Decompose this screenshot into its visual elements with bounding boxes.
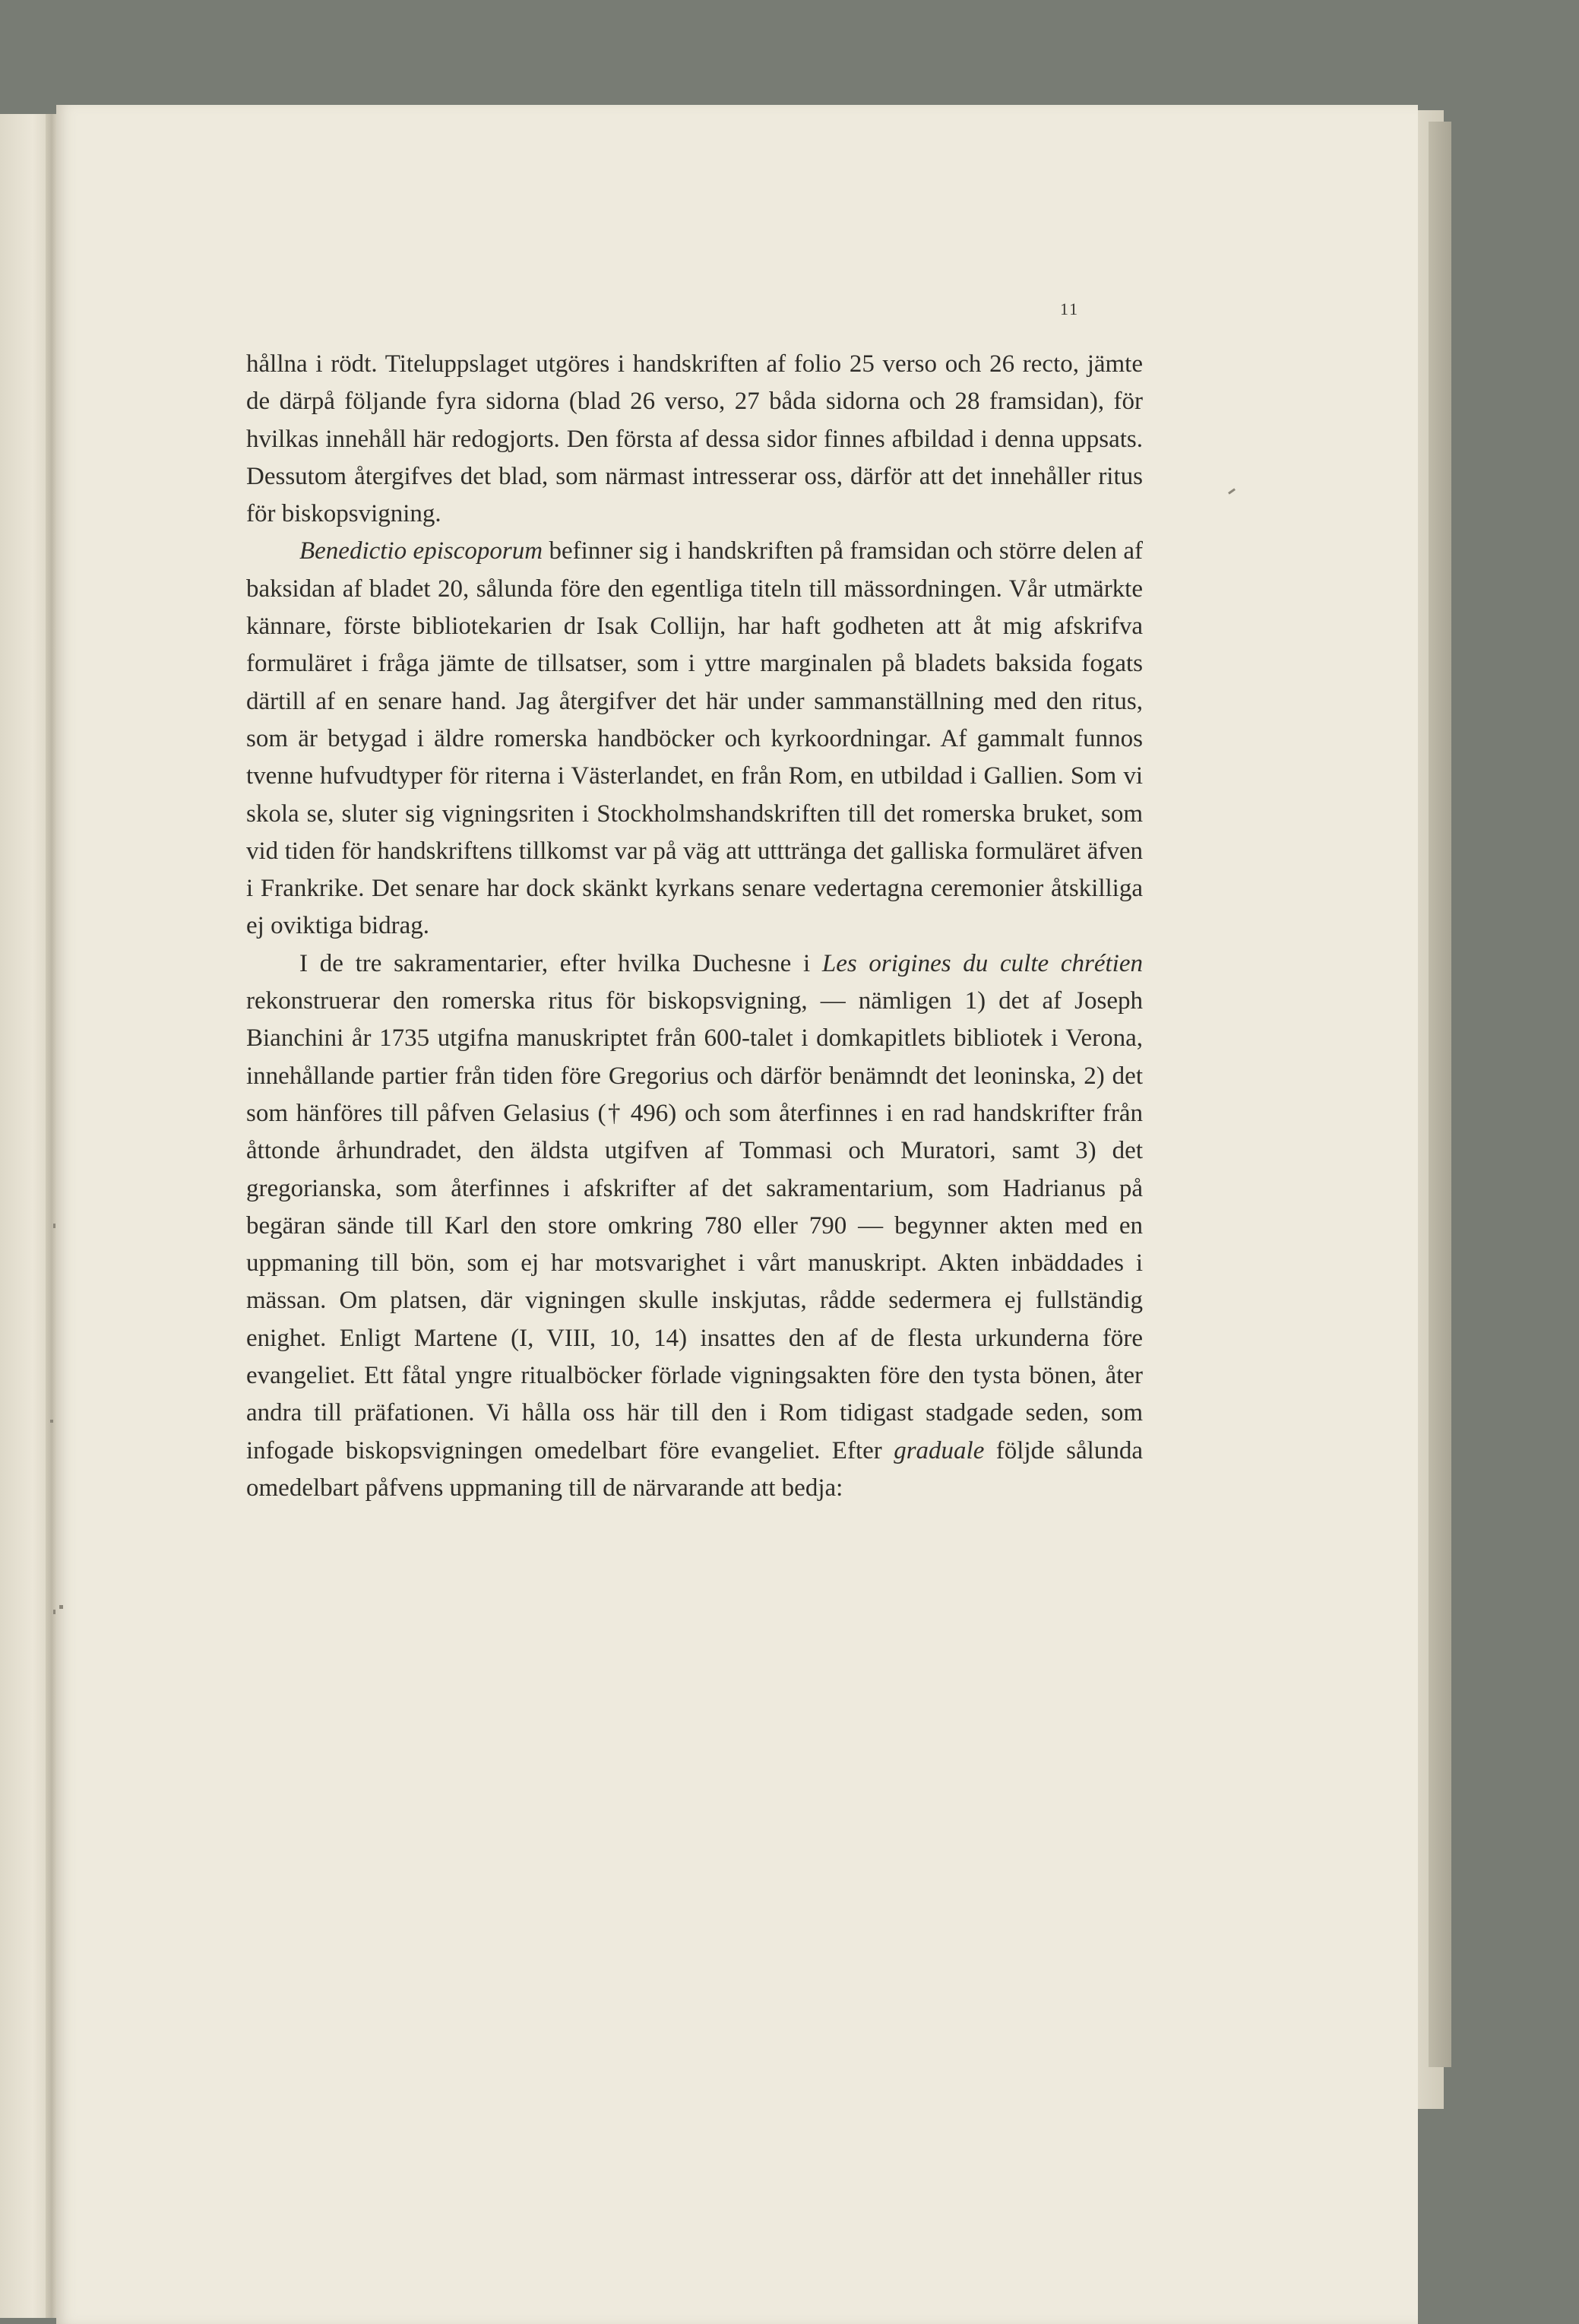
margin-mark: [53, 1610, 55, 1614]
paragraph-1-text: hållna i rödt. Titeluppslaget utgöres i handskriften af folio 25 verso och 26 recto, jämte de därpå följande fyra sidorna (blad 26 verso, 27 båda sidorna och 28 framsidan), för hvilkas innehåll här redogjorts. Den första af dessa sidor finnes afbildad i denna uppsats. Dessutom återgifves det blad, som närmast intresserar oss, därför att det innehåller ritus för biskopsvigning.: [246, 350, 1143, 528]
paragraph-2-italic-title: Benedictio episcoporum: [299, 537, 543, 565]
margin-mark: [59, 1605, 63, 1609]
paragraph-2: [246, 533, 1143, 945]
paragraph-3-text-a: I de tre sakramentarier, efter hvilka Duchesne i: [299, 949, 822, 977]
paragraph-3-text-b: rekonstruerar den romerska ritus för biskopsvigning, — nämligen 1) det af Joseph Bianchini år 1735 utgifna manuskriptet från 600-talet i domkapitlets bibliotek i Verona, innehållande partier från tiden före Gregorius och därför benämndt det leoninska, 2) det som hänföres till påfven Gelasius († 496) och som återfinnes i en rad handskrifter från åttonde århundradet, den äldsta utgifven af Tommasi och Muratori, samt 3) det gregorianska, som återfinnes i afskrifter af det sakramentarium, som Hadrianus på begäran sände till Karl den store omkring 780 eller 790 — begynner akten med en uppmaning till bön, som ej har motsvarighet i vårt manuskript. Akten inbäddades i mässan. Om platsen, där vigningen skulle inskjutas, rådde sedermera ej fullständig enighet. Enligt Martene (I, VIII, 10, 14) insattes den af de flesta urkunderna före evangeliet. Ett fåtal yngre ritualböcker förlade vigningsakten före den tysta bönen, åter andra till präfationen. Vi hålla oss här till den i Rom tidigast stadgade seden, som infogade biskopsvigningen omedelbart före evangeliet. Efter: [246, 987, 1143, 1464]
margin-mark: [50, 1420, 53, 1423]
paragraph-3-italic-term: graduale: [894, 1436, 985, 1464]
margin-mark: [53, 1224, 55, 1228]
page-stack-edge-shadow: [1429, 122, 1451, 2067]
page-number: 11: [1060, 299, 1080, 318]
body-text: [246, 346, 1143, 1507]
paragraph-3-italic-title: Les origines du culte chrétien: [821, 949, 1143, 977]
paragraph-2-text: befinner sig i handskriften på framsidan och större delen af baksidan af bladet 20, sålunda före den egentliga titeln till mässordningen. Vår utmärkte kännare, förste bibliotekarien dr Isak Collijn, har haft godheten att åt mig afskrifva formuläret i fråga jämte de tillsatser, som i yttre marginalen på bladets baksida fogats därtill af en senare hand. Jag återgifver det här under sammanställning med den ritus, som är betygad i äldre romerska handböcker och kyrkoordningar. Af gammalt funnos tvenne hufvudtyper för riterna i Västerlandet, en från Rom, en utbildad i Gallien. Som vi skola se, sluter sig vigningsriten i Stockholmshandskriften till det romerska bruket, som vid tiden för handskriftens tillkomst var på väg att utttränga det galliska formuläret äfven i Frankrike. Det senare har dock skänkt kyrkans senare vedertagna ceremonier åtskilliga ej oviktiga bidrag.: [246, 537, 1143, 940]
paragraph-1: [246, 346, 1143, 533]
paragraph-3-text-c: följde sålunda omedelbart påfvens uppmaning till de närvarande att bedja:: [246, 1436, 1143, 1502]
paragraph-3: [246, 945, 1143, 1507]
